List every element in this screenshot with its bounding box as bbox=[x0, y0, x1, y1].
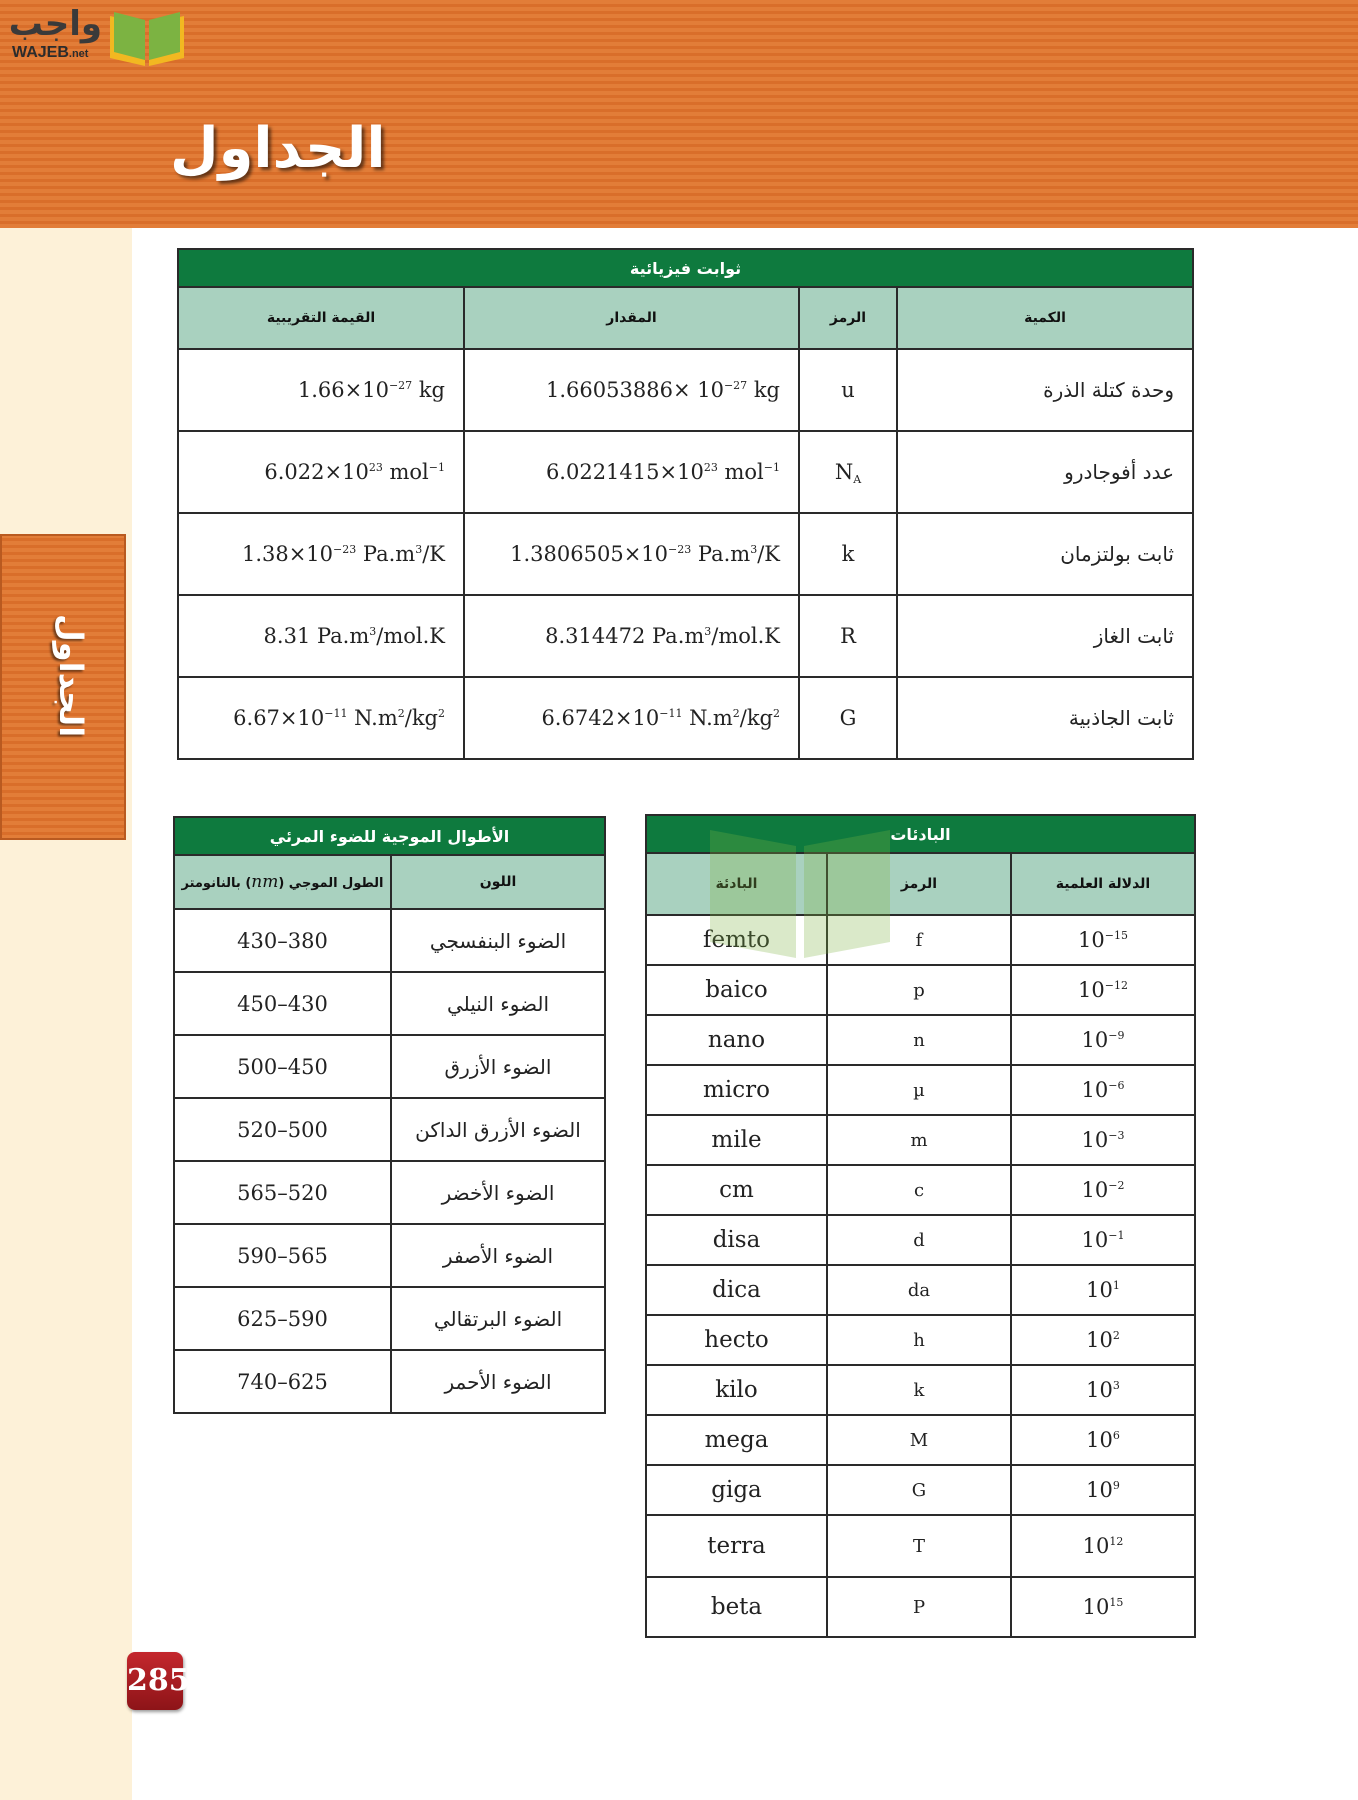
logo-arabic-text: واجب bbox=[8, 4, 102, 44]
approx-cell: $1.66\times 10^{-27}$ kg bbox=[178, 349, 464, 431]
value-cell: $6.0221415\times 10^{23}$ mol$^{-1}$ bbox=[464, 431, 799, 513]
constants-title: ثوابت فيزيائية bbox=[178, 249, 1193, 287]
table-row bbox=[178, 431, 1193, 513]
wavelengths-title: الأطوال الموجية للضوء المرئي bbox=[174, 817, 605, 855]
prefix-cell: terra bbox=[646, 1515, 827, 1577]
page-number: 285 bbox=[127, 1652, 183, 1710]
scientific-cell: $10^2$ bbox=[1011, 1315, 1195, 1365]
table-row bbox=[174, 1224, 605, 1287]
color-cell: الضوء الأحمر bbox=[391, 1350, 605, 1413]
value-cell: $6.6742\times 10^{-11}$ $N.m^2/kg^2$ bbox=[464, 677, 799, 759]
table-row bbox=[646, 1065, 1195, 1115]
table-row bbox=[646, 1015, 1195, 1065]
page-header bbox=[0, 0, 1358, 228]
header-approx-value: القيمة التقريبية bbox=[178, 287, 464, 349]
range-cell: 430–380 bbox=[174, 909, 391, 972]
range-cell: 590–565 bbox=[174, 1224, 391, 1287]
color-cell: الضوء الأخضر bbox=[391, 1161, 605, 1224]
prefix-cell: femto bbox=[646, 915, 827, 965]
color-cell: الضوء الأزرق bbox=[391, 1035, 605, 1098]
page-title: الجداول bbox=[170, 116, 386, 181]
approx-cell: $6.67\times 10^{-11}$ $N.m^2/kg^2$ bbox=[178, 677, 464, 759]
quantity-cell: ثابت الجاذبية bbox=[897, 677, 1193, 759]
quantity-cell: وحدة كتلة الذرة bbox=[897, 349, 1193, 431]
table-row bbox=[646, 1165, 1195, 1215]
scientific-cell: $10^{15}$ bbox=[1011, 1577, 1195, 1637]
range-cell: 520–500 bbox=[174, 1098, 391, 1161]
symbol-cell: µ bbox=[827, 1065, 1011, 1115]
header-wavelength: الطول الموجي (nm) بالنانومتر bbox=[174, 855, 391, 909]
scientific-cell: $10^3$ bbox=[1011, 1365, 1195, 1415]
range-cell: 565–520 bbox=[174, 1161, 391, 1224]
symbol-cell: G bbox=[827, 1465, 1011, 1515]
table-row bbox=[646, 1465, 1195, 1515]
prefix-cell: hecto bbox=[646, 1315, 827, 1365]
prefix-cell: disa bbox=[646, 1215, 827, 1265]
symbol-cell: u bbox=[799, 349, 897, 431]
symbol-cell: P bbox=[827, 1577, 1011, 1637]
prefixes-title: البادئات bbox=[646, 815, 1195, 853]
scientific-cell: $10^{-1}$ bbox=[1011, 1215, 1195, 1265]
value-cell: 8.314472 $Pa.m^3/mol.K$ bbox=[464, 595, 799, 677]
side-tab-label: الجداول bbox=[52, 614, 90, 738]
range-cell: 625–590 bbox=[174, 1287, 391, 1350]
symbol-cell: d bbox=[827, 1215, 1011, 1265]
approx-cell: 8.31 $Pa.m^3/mol.K$ bbox=[178, 595, 464, 677]
color-cell: الضوء البرتقالي bbox=[391, 1287, 605, 1350]
symbol-cell: M bbox=[827, 1415, 1011, 1465]
table-row bbox=[178, 677, 1193, 759]
table-row bbox=[646, 1415, 1195, 1465]
symbol-cell: p bbox=[827, 965, 1011, 1015]
scientific-cell: $10^{-9}$ bbox=[1011, 1015, 1195, 1065]
prefix-cell: cm bbox=[646, 1165, 827, 1215]
range-cell: 740–625 bbox=[174, 1350, 391, 1413]
symbol-cell: m bbox=[827, 1115, 1011, 1165]
header-symbol: الرمز bbox=[827, 853, 1011, 915]
symbol-cell: da bbox=[827, 1265, 1011, 1315]
table-row bbox=[174, 909, 605, 972]
prefix-cell: dica bbox=[646, 1265, 827, 1315]
quantity-cell: ثابت بولتزمان bbox=[897, 513, 1193, 595]
symbol-cell: $N_A$ bbox=[799, 431, 897, 513]
scientific-cell: $10^{-12}$ bbox=[1011, 965, 1195, 1015]
approx-cell: $6.022\times 10^{23}$ mol$^{-1}$ bbox=[178, 431, 464, 513]
physical-constants-table bbox=[177, 248, 1194, 760]
table-row bbox=[174, 1287, 605, 1350]
table-row bbox=[174, 1161, 605, 1224]
symbol-cell: R bbox=[799, 595, 897, 677]
value-cell: $1.66053886\times 10^{-27}$ kg bbox=[464, 349, 799, 431]
prefix-cell: mega bbox=[646, 1415, 827, 1465]
table-row bbox=[174, 1098, 605, 1161]
header-quantity: الكمية bbox=[897, 287, 1193, 349]
color-cell: الضوء النيلي bbox=[391, 972, 605, 1035]
table-row bbox=[178, 595, 1193, 677]
header-prefix: البادئة bbox=[646, 853, 827, 915]
prefix-cell: kilo bbox=[646, 1365, 827, 1415]
symbol-cell: k bbox=[799, 513, 897, 595]
scientific-cell: $10^{-6}$ bbox=[1011, 1065, 1195, 1115]
scientific-cell: $10^6$ bbox=[1011, 1415, 1195, 1465]
scientific-cell: $10^{-3}$ bbox=[1011, 1115, 1195, 1165]
header-symbol: الرمز bbox=[799, 287, 897, 349]
symbol-cell: f bbox=[827, 915, 1011, 965]
table-row bbox=[174, 1350, 605, 1413]
prefix-cell: nano bbox=[646, 1015, 827, 1065]
table-row bbox=[646, 1515, 1195, 1577]
value-cell: $1.3806505\times 10^{-23}$ $Pa.m^3/K$ bbox=[464, 513, 799, 595]
table-row bbox=[646, 1265, 1195, 1315]
prefix-cell: baico bbox=[646, 965, 827, 1015]
symbol-cell: n bbox=[827, 1015, 1011, 1065]
symbol-cell: T bbox=[827, 1515, 1011, 1577]
table-row bbox=[646, 1115, 1195, 1165]
symbol-cell: G bbox=[799, 677, 897, 759]
symbol-cell: c bbox=[827, 1165, 1011, 1215]
table-row bbox=[178, 513, 1193, 595]
color-cell: الضوء البنفسجي bbox=[391, 909, 605, 972]
prefix-cell: giga bbox=[646, 1465, 827, 1515]
symbol-cell: k bbox=[827, 1365, 1011, 1415]
table-row bbox=[646, 1577, 1195, 1637]
wajeb-logo[interactable] bbox=[10, 6, 190, 68]
table-row bbox=[646, 965, 1195, 1015]
logo-latin-text: WAJEB.net bbox=[12, 44, 89, 61]
header-value: المقدار bbox=[464, 287, 799, 349]
visible-light-wavelengths-table bbox=[173, 816, 606, 1414]
table-row bbox=[174, 1035, 605, 1098]
scientific-cell: $10^{-15}$ bbox=[1011, 915, 1195, 965]
symbol-cell: h bbox=[827, 1315, 1011, 1365]
scientific-cell: $10^9$ bbox=[1011, 1465, 1195, 1515]
range-cell: 500–450 bbox=[174, 1035, 391, 1098]
scientific-cell: $10^1$ bbox=[1011, 1265, 1195, 1315]
approx-cell: $1.38\times 10^{-23}$ $Pa.m^3/K$ bbox=[178, 513, 464, 595]
quantity-cell: عدد أفوجادرو bbox=[897, 431, 1193, 513]
table-row bbox=[646, 1365, 1195, 1415]
book-icon bbox=[106, 6, 188, 68]
table-row bbox=[646, 1315, 1195, 1365]
table-row bbox=[646, 1215, 1195, 1265]
header-color: اللون bbox=[391, 855, 605, 909]
side-margin bbox=[0, 228, 132, 1800]
table-row bbox=[646, 915, 1195, 965]
scientific-cell: $10^{-2}$ bbox=[1011, 1165, 1195, 1215]
table-row bbox=[174, 972, 605, 1035]
range-cell: 450–430 bbox=[174, 972, 391, 1035]
quantity-cell: ثابت الغاز bbox=[897, 595, 1193, 677]
color-cell: الضوء الأصفر bbox=[391, 1224, 605, 1287]
color-cell: الضوء الأزرق الداكن bbox=[391, 1098, 605, 1161]
table-row bbox=[178, 349, 1193, 431]
header-scientific: الدلالة العلمية bbox=[1011, 853, 1195, 915]
prefix-cell: mile bbox=[646, 1115, 827, 1165]
prefix-cell: beta bbox=[646, 1577, 827, 1637]
scientific-cell: $10^{12}$ bbox=[1011, 1515, 1195, 1577]
prefix-cell: micro bbox=[646, 1065, 827, 1115]
side-chapter-tab bbox=[0, 534, 126, 840]
prefixes-table bbox=[645, 814, 1196, 1638]
